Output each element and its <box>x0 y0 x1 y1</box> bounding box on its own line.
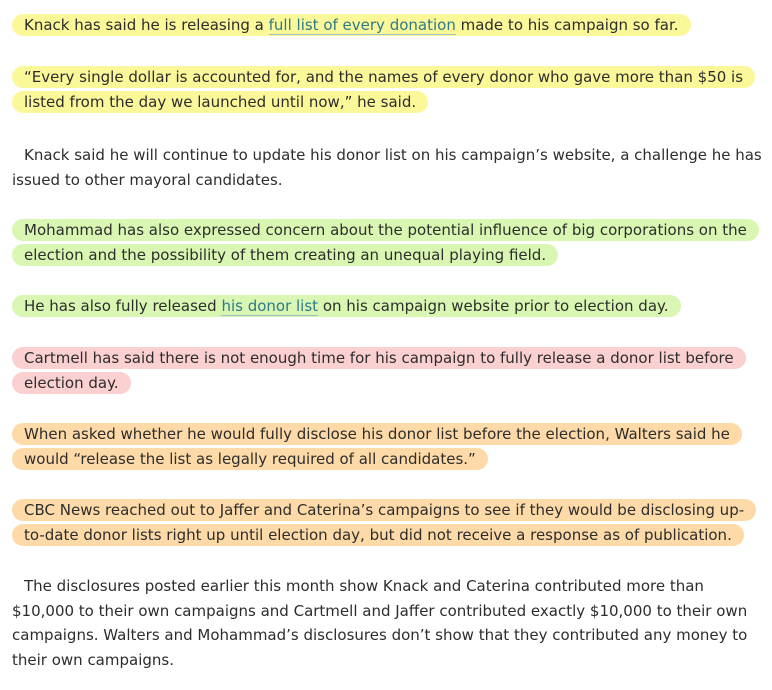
donor-list-link[interactable]: his donor list <box>221 297 319 315</box>
highlight-red: Cartmell has said there is not enough time for his campaign to fully release a donor list before election day. <box>12 347 746 394</box>
paragraph-text: made to his campaign so far. <box>455 16 679 34</box>
paragraph-mohammad-concern <box>12 218 762 267</box>
paragraph-text: The disclosures posted earlier this month show Knack and Caterina contributed more than $10,000 to their own campaigns and Cartmell and Jaffer contributed exactly $10,000 to their own campaigns. Walters and Mohammad’s disclosures don’t show that they contributed any money to their own campaigns. <box>12 577 748 669</box>
paragraph-knack-quote <box>12 65 762 114</box>
paragraph-jaffer-caterina <box>12 498 762 547</box>
highlight-orange: CBC News reached out to Jaffer and Caterina’s campaigns to see if they would be disclosing up-to-date donor lists right up until election day, but did not receive a response as of publication. <box>12 499 756 546</box>
paragraph-cartmell <box>12 346 762 395</box>
paragraph-text: Knack said he will continue to update his donor list on his campaign’s website, a challenge he has issued to other mayoral candidates. <box>12 146 762 189</box>
full-donation-list-link[interactable]: full list of every donation <box>268 16 456 34</box>
highlight-green: Mohammad has also expressed concern about the potential influence of big corporations on the election and the possibility of them creating an unequal playing field. <box>12 219 759 266</box>
highlight-yellow <box>12 14 691 36</box>
paragraph-walters <box>12 422 762 471</box>
paragraph-text: He has also fully released <box>24 297 222 315</box>
paragraph-knack-full-list <box>12 13 762 38</box>
paragraph-disclosures <box>12 574 762 672</box>
paragraph-text: on his campaign website prior to election day. <box>318 297 669 315</box>
paragraph-text: Knack has said he is releasing a <box>24 16 269 34</box>
highlight-yellow: “Every single dollar is accounted for, and the names of every donor who gave more than $50 is listed from the day we launched until now,” he said. <box>12 66 755 113</box>
paragraph-mohammad-donor-list <box>12 294 762 319</box>
highlight-orange: When asked whether he would fully disclose his donor list before the election, Walters said he would “release the list as legally required of all candidates.” <box>12 423 742 470</box>
paragraph-knack-update <box>12 143 762 192</box>
highlight-green <box>12 295 681 317</box>
